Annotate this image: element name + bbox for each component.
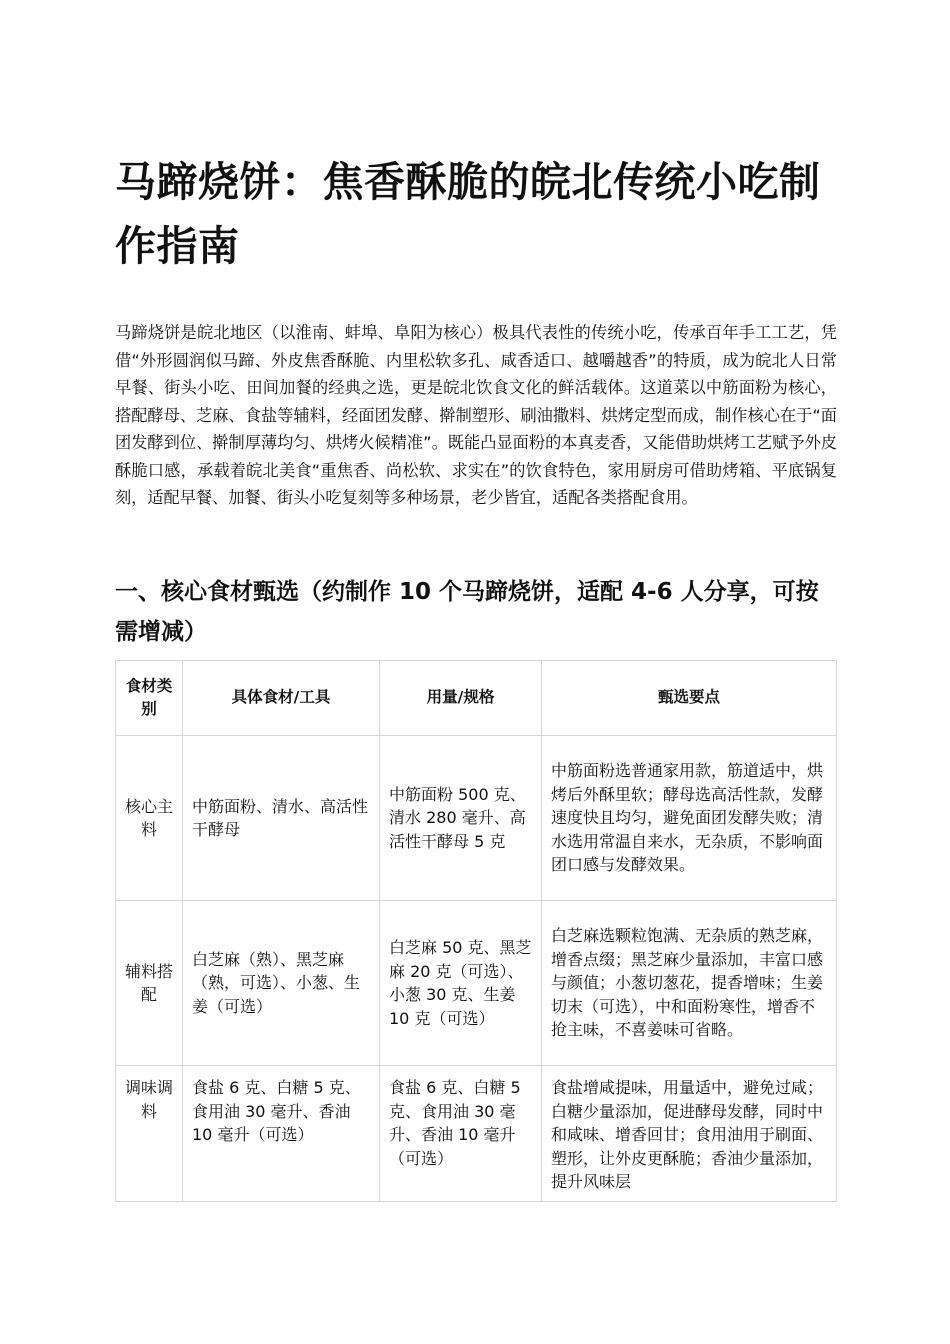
cell-category: 辅料搭配 [116,901,183,1066]
section-heading-ingredients: 一、核心食材甄选（约制作 10 个马蹄烧饼，适配 4-6 人分享，可按需增减） [115,579,819,645]
cell-amount: 中筋面粉 500 克、清水 280 毫升、高活性干酵母 5 克 [380,736,542,901]
cell-amount: 白芝麻 50 克、黑芝麻 20 克（可选）、小葱 30 克、生姜 10 克（可选） [380,901,542,1066]
cell-items: 中筋面粉、清水、高活性干酵母 [183,736,380,901]
ingredients-table [115,660,837,1202]
page-title: 马蹄烧饼：焦香酥脆的皖北传统小吃制作指南 [115,158,821,270]
cell-category: 调味调料 [116,1066,183,1202]
table-row [116,1066,837,1202]
table-row [116,736,837,901]
cell-category: 核心主料 [116,736,183,901]
cell-items: 食盐 6 克、白糖 5 克、食用油 30 毫升、香油 10 毫升（可选） [183,1066,380,1202]
table-row [116,901,837,1066]
header-category: 食材类别 [116,661,183,736]
header-tips: 甄选要点 [542,661,837,736]
intro-paragraph: 马蹄烧饼是皖北地区（以淮南、蚌埠、阜阳为核心）极具代表性的传统小吃，传承百年手工工艺，凭借“外形圆润似马蹄、外皮焦香酥脆、内里松软多孔、咸香适口、越嚼越香”的特质，成为皖北人日常早餐、街头小吃、田间加餐的经典之选，更是皖北饮食文化的鲜活载体。这道菜以中筋面粉为核心，搭配酵母、芝麻、食盐等辅料，经面团发酵、擀制塑形、刷油撒料、烘烤定型而成，制作核心在于“面团发酵到位、擀制厚薄均匀、烘烤火候精准”。既能凸显面粉的本真麦香，又能借助烘烤工艺赋予外皮酥脆口感，承载着皖北美食“重焦香、尚松软、求实在”的饮食特色，家用厨房可借助烤箱、平底锅复刻，适配早餐、加餐、街头小吃复刻等多种场景，老少皆宜，适配各类搭配食用。 [115,323,837,507]
cell-amount: 食盐 6 克、白糖 5 克、食用油 30 毫升、香油 10 毫升（可选） [380,1066,542,1202]
header-items: 具体食材/工具 [183,661,380,736]
cell-items: 白芝麻（熟）、黑芝麻（熟，可选）、小葱、生姜（可选） [183,901,380,1066]
cell-tips: 白芝麻选颗粒饱满、无杂质的熟芝麻，增香点缀；黑芝麻少量添加，丰富口感与颜值；小葱切葱花，提香增味；生姜切末（可选），中和面粉寒性，增香不抢主味，不喜姜味可省略。 [542,901,837,1066]
cell-tips: 中筋面粉选普通家用款，筋道适中，烘烤后外酥里软；酵母选高活性款，发酵速度快且均匀，避免面团发酵失败；清水选用常温自来水，无杂质，不影响面团口感与发酵效果。 [542,736,837,901]
table-header-row [116,661,837,736]
cell-tips: 食盐增咸提味，用量适中，避免过咸；白糖少量添加，促进酵母发酵，同时中和咸味、增香回甘；食用油用于刷面、塑形，让外皮更酥脆；香油少量添加，提升风味层 [542,1066,837,1202]
header-amount: 用量/规格 [380,661,542,736]
